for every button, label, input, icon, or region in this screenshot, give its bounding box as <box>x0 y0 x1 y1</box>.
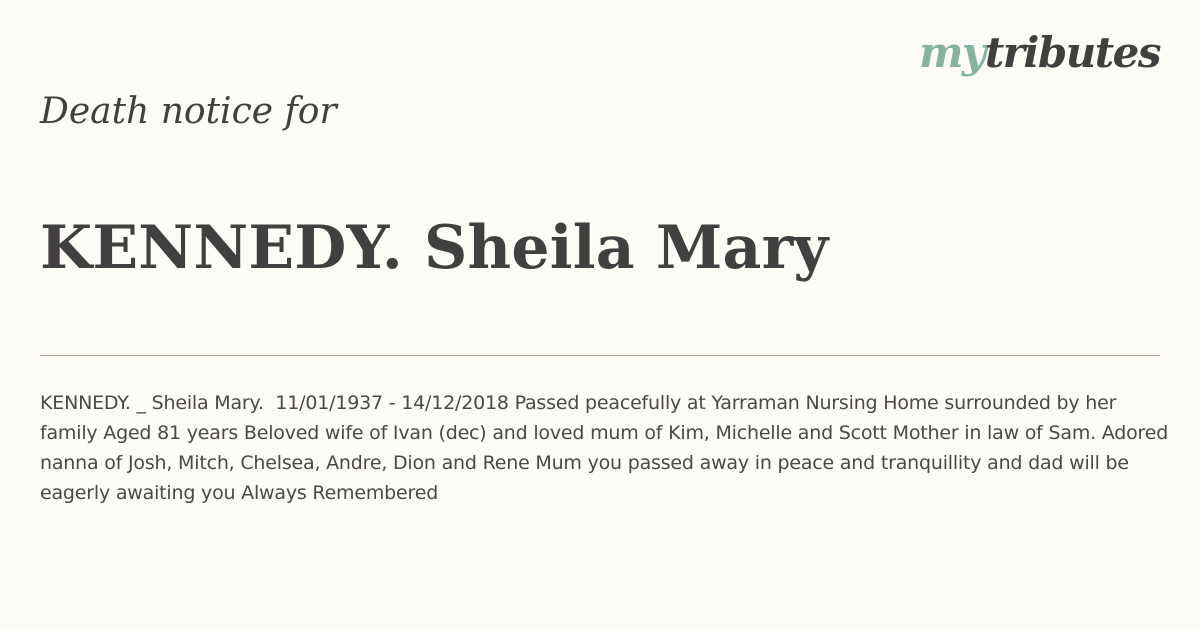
death-notice-label: Death notice for <box>40 91 337 132</box>
notice-text: KENNEDY. _ Sheila Mary. 11/01/1937 - 14/12/2018 Passed peacefully at Yarraman Nursing Home surrounded by her family Aged 81 years Beloved wife of Ivan (dec) and loved mum of Kim, Michelle and Scott Mother in law of Sam. Adored nanna of Josh, Mitch, Chelsea, Andre, Dion and Rene Mum you passed away in peace and tranquillity and dad will be eagerly awaiting you Always Remembered <box>40 392 1174 504</box>
mytributes-logo[interactable] <box>918 28 1160 77</box>
logo-tributes-text: tributes <box>984 28 1160 77</box>
divider <box>40 355 1160 356</box>
logo-my-text: my <box>918 28 985 77</box>
deceased-name: KENNEDY. Sheila Mary <box>40 213 829 283</box>
